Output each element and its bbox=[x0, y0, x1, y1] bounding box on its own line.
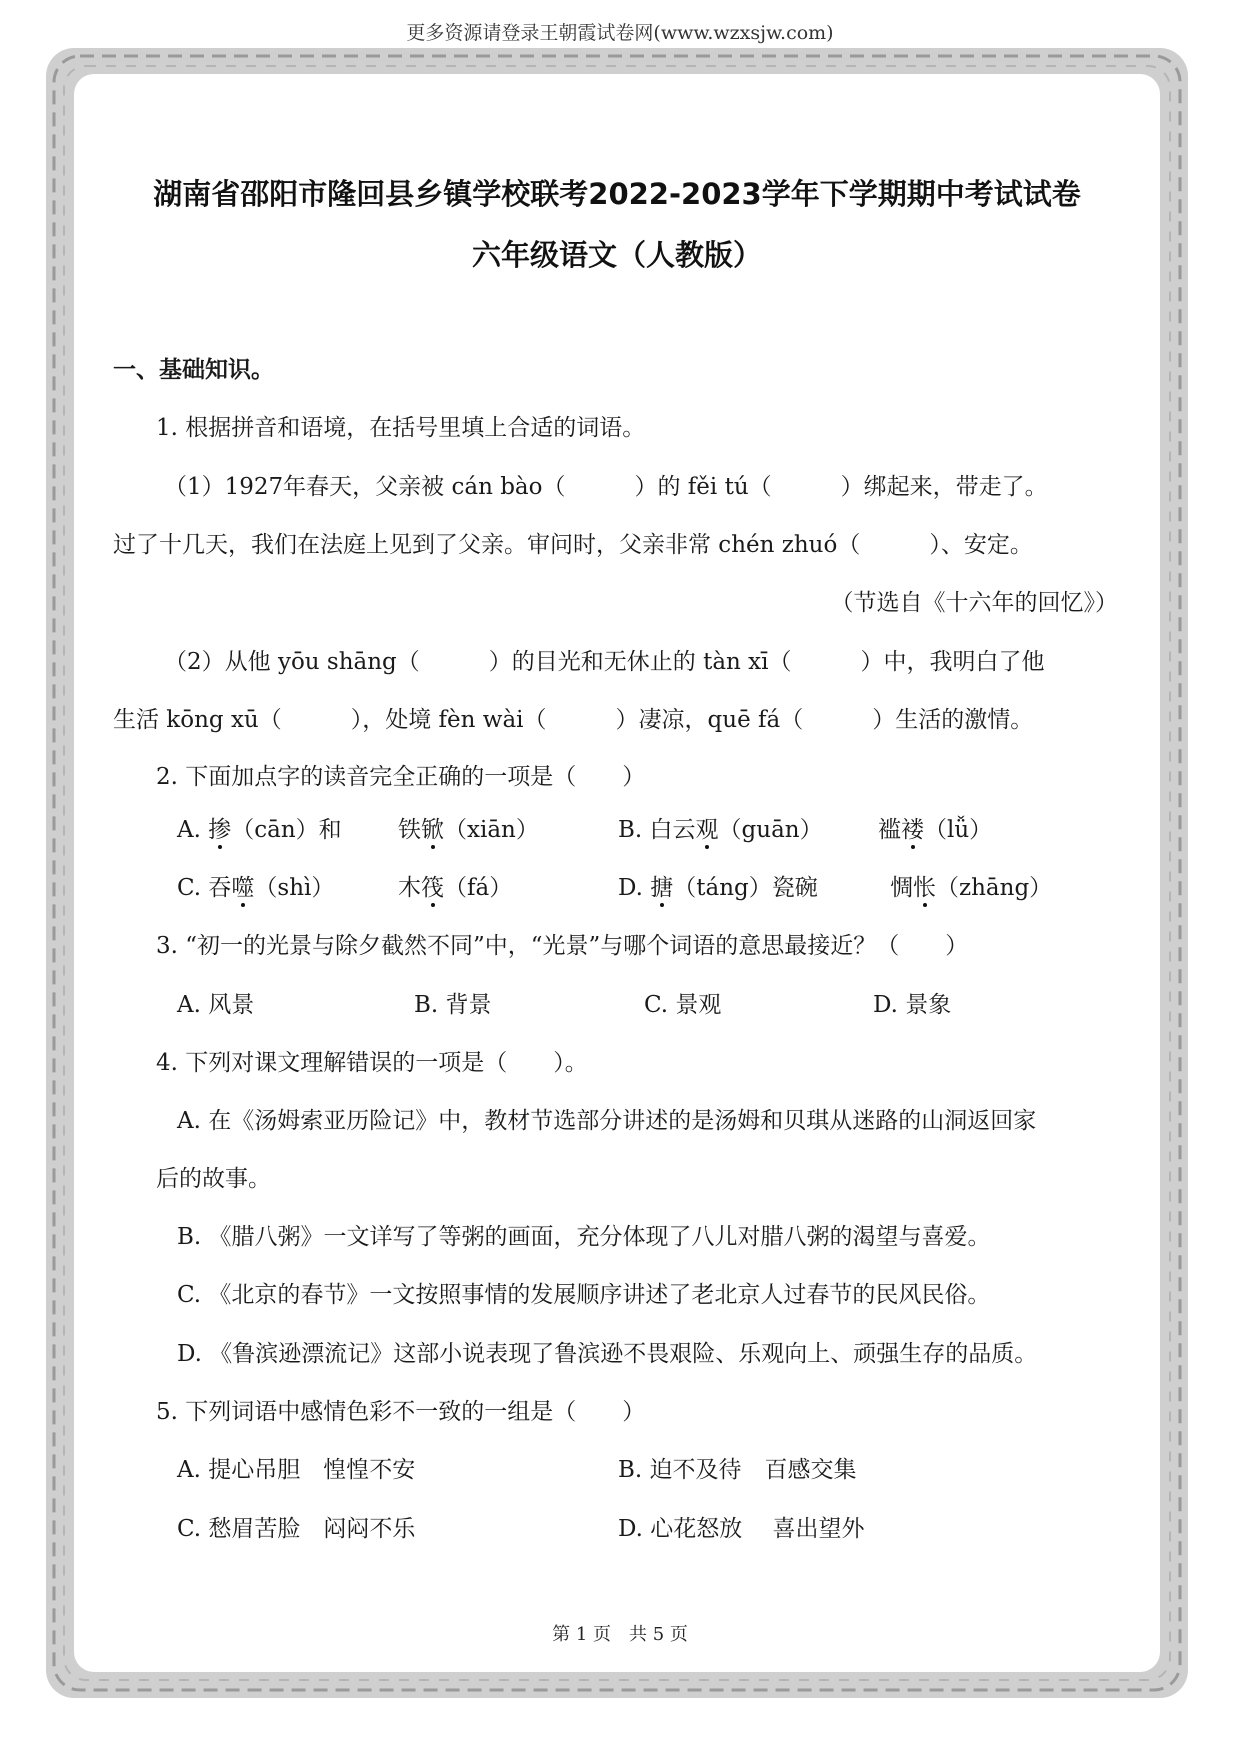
option-c: C. 景观 bbox=[644, 992, 722, 1018]
question-1-part2-line1: （2）从他 yōu shāng（ ）的目光和无休止的 tàn xī（ ）中，我明白了他 bbox=[164, 649, 1045, 675]
question-1-source: （节选自《十六年的回忆》） bbox=[830, 590, 1118, 616]
option-text: 木 bbox=[398, 875, 421, 901]
option-text: 铁 bbox=[398, 817, 421, 843]
dotted-char: 观 bbox=[695, 817, 719, 843]
question-1-part2-line2: 生活 kōng xū（ ），处境 fèn wài（ ）凄凉，quē fá（ ）生活的激情。 bbox=[113, 707, 1034, 733]
dotted-char: 筏 bbox=[421, 875, 444, 901]
option-text: 白云 bbox=[649, 817, 696, 843]
option-text: （táng）瓷碗 bbox=[673, 875, 818, 901]
question-1-part1-line2: 过了十几天，我们在法庭上见到了父亲。审问时，父亲非常 chén zhuó（ ）、安定。 bbox=[113, 532, 1033, 558]
option-text: （lǚ） bbox=[924, 817, 993, 843]
question-3-stem: 3. “初一的光景与除夕截然不同”中，“光景”与哪个词语的意思最接近？（ ） bbox=[156, 933, 969, 959]
option-text: （fá） bbox=[444, 875, 513, 901]
option-text: （cān）和 bbox=[231, 817, 342, 843]
option-b bbox=[618, 815, 823, 845]
page-number: 第 1 页 共 5 页 bbox=[552, 1624, 688, 1645]
option-a: A. 风景 bbox=[177, 992, 255, 1018]
dotted-char: 噬 bbox=[231, 875, 255, 901]
option-text: 褴 bbox=[878, 817, 901, 843]
option-label: B. bbox=[618, 817, 643, 843]
dotted-char: 锨 bbox=[421, 817, 444, 843]
dotted-char: 怅 bbox=[913, 875, 936, 901]
option-label: C. bbox=[177, 875, 202, 901]
site-notice: 更多资源请登录王朝霞试卷网(www.wzxsjw.com) bbox=[406, 22, 834, 44]
option-b: B. 《腊八粥》一文详写了等粥的画面，充分体现了八儿对腊八粥的渴望与喜爱。 bbox=[177, 1224, 991, 1250]
option-d bbox=[618, 873, 818, 903]
option-c-second bbox=[398, 873, 512, 903]
question-4-stem: 4. 下列对课文理解错误的一项是（ ）。 bbox=[156, 1050, 588, 1076]
option-a-second bbox=[398, 815, 539, 845]
option-b-second bbox=[878, 815, 992, 845]
question-2-stem: 2. 下面加点字的读音完全正确的一项是（ ） bbox=[156, 764, 646, 790]
exam-title: 湖南省邵阳市隆回县乡镇学校联考2022-2023学年下学期期中考试试卷 bbox=[153, 177, 1081, 211]
option-c: C. 《北京的春节》一文按照事情的发展顺序讲述了老北京人过春节的民风民俗。 bbox=[177, 1282, 991, 1308]
option-d: D. 《鲁滨逊漂流记》这部小说表现了鲁滨逊不畏艰险、乐观向上、顽强生存的品质。 bbox=[177, 1341, 1038, 1367]
option-text: 吞 bbox=[208, 875, 232, 901]
option-d-second bbox=[890, 873, 1052, 903]
dotted-char: 褛 bbox=[901, 817, 924, 843]
option-c: C. 愁眉苦脸 闷闷不乐 bbox=[177, 1516, 416, 1542]
option-c bbox=[177, 873, 334, 903]
dotted-char: 掺 bbox=[208, 817, 232, 843]
question-5-stem: 5. 下列词语中感情色彩不一致的一组是（ ） bbox=[156, 1399, 646, 1425]
option-b: B. 背景 bbox=[414, 992, 492, 1018]
option-text: （guān） bbox=[718, 817, 823, 843]
option-text: （zhāng） bbox=[936, 875, 1053, 901]
option-b: B. 迫不及待 百感交集 bbox=[618, 1457, 857, 1483]
option-a bbox=[177, 815, 342, 845]
option-text: （shì） bbox=[254, 875, 335, 901]
section-heading: 一、基础知识。 bbox=[113, 357, 274, 383]
option-d: D. 心花怒放 喜出望外 bbox=[618, 1516, 865, 1542]
option-label: A. bbox=[177, 817, 201, 843]
dotted-char: 搪 bbox=[650, 875, 674, 901]
option-a: A. 提心吊胆 惶惶不安 bbox=[177, 1457, 416, 1483]
exam-subtitle: 六年级语文（人教版） bbox=[471, 238, 762, 272]
option-a-continued: 后的故事。 bbox=[156, 1166, 271, 1192]
option-text: 惆 bbox=[890, 875, 913, 901]
option-d: D. 景象 bbox=[873, 992, 952, 1018]
option-text: （xiān） bbox=[444, 817, 539, 843]
question-1-stem: 1. 根据拼音和语境，在括号里填上合适的词语。 bbox=[156, 415, 646, 441]
option-label: D. bbox=[618, 875, 643, 901]
question-1-part1-line1: （1）1927年春天，父亲被 cán bào（ ）的 fěi tú（ ）绑起来，带走了。 bbox=[164, 474, 1048, 500]
option-a: A. 在《汤姆索亚历险记》中，教材节选部分讲述的是汤姆和贝琪从迷路的山洞返回家 bbox=[177, 1108, 1037, 1134]
